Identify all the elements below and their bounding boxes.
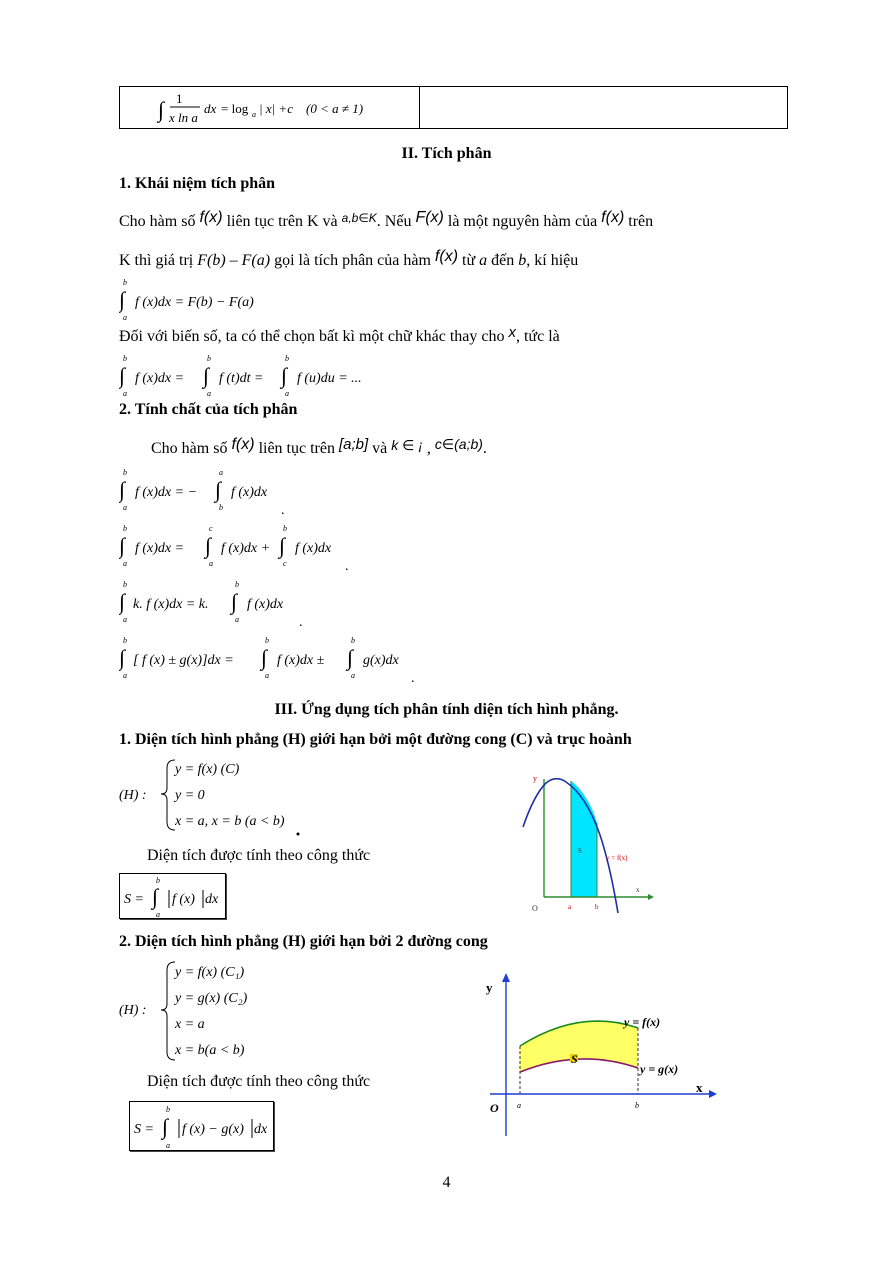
svg-text:a: a [219, 468, 223, 477]
x-axis-label: x [636, 886, 640, 894]
section-title-2: II. Tích phân [401, 145, 492, 162]
svg-text:= log: = log [221, 101, 249, 116]
svg-text:∫: ∫ [119, 363, 126, 388]
svg-text:f (x)dx ±: f (x)dx ± [277, 653, 325, 668]
svg-text:a: a [351, 671, 355, 680]
area-label: S [571, 1052, 578, 1066]
subsection-title-concept: 1. Khái niệm tích phân [119, 175, 276, 192]
svg-text:∫: ∫ [203, 363, 210, 388]
svg-text:∫: ∫ [279, 533, 286, 558]
property-constant-factor [119, 578, 319, 630]
svg-text:dx: dx [204, 101, 217, 116]
curve-g-label: y = g(x) [640, 1062, 679, 1076]
y-axis-label: y [533, 774, 537, 783]
svg-text:f (x)dx = F(b) − F(a): f (x)dx = F(b) − F(a) [135, 295, 254, 310]
paragraph-variable: Đối với biến số, ta có thể chọn bất kì một chữ khác thay cho x, tức là [119, 324, 560, 345]
svg-text:∫: ∫ [215, 477, 222, 502]
svg-text:∫: ∫ [119, 645, 126, 670]
svg-text:f (t)dt =: f (t)dt = [219, 371, 264, 386]
svg-text:a: a [123, 503, 127, 512]
svg-text:b: b [219, 503, 223, 512]
svg-text:dx: dx [205, 892, 219, 907]
origin-label: O [490, 1101, 499, 1115]
section-title-3: III. Ứng dụng tích phân tính diện tích hình phẳng. [274, 701, 619, 718]
property-reverse-limits [119, 466, 399, 518]
svg-text:a: a [123, 389, 127, 398]
svg-text:c: c [283, 559, 287, 568]
x-axis-arrow [648, 894, 654, 900]
log-integral-formula [120, 87, 420, 130]
svg-text:f (x) − g(x): f (x) − g(x) [182, 1122, 244, 1137]
svg-text:b: b [283, 524, 287, 533]
svg-text:b: b [123, 354, 127, 363]
svg-text:x = a, x = b (a < b): x = a, x = b (a < b) [175, 814, 285, 829]
svg-text:k. f (x)dx = k.: k. f (x)dx = k. [133, 597, 209, 612]
svg-text:∫: ∫ [231, 589, 238, 614]
b-label: b [635, 1101, 639, 1110]
svg-text:| x| +c: | x| +c [259, 101, 293, 116]
b-label: b [595, 903, 599, 911]
svg-text:a: a [265, 671, 269, 680]
subsection-title-area-one-curve: 1. Diện tích hình phẳng (H) giới hạn bởi một đường cong (C) và trục hoành [119, 731, 632, 748]
area-label: S [578, 847, 582, 855]
shaded-area-between [520, 1021, 638, 1072]
svg-text:(H) :: (H) : [119, 788, 147, 803]
svg-text:.: . [411, 671, 415, 686]
page-number: 4 [442, 1174, 451, 1191]
svg-text:y = f(x) (C): y = f(x) (C) [175, 762, 240, 777]
figure-area-two-curves [480, 968, 725, 1140]
x-axis-arrow [709, 1090, 717, 1098]
svg-text:b: b [166, 1105, 170, 1114]
svg-text:x = a: x = a [175, 1017, 205, 1032]
svg-text:∫: ∫ [119, 533, 126, 558]
formula-variable-change [119, 352, 419, 400]
svg-text:∫: ∫ [119, 287, 126, 312]
svg-text:∫: ∫ [261, 645, 268, 670]
svg-text:(0 < a ≠ 1): (0 < a ≠ 1) [306, 101, 364, 116]
svg-text:b: b [285, 354, 289, 363]
svg-text:x = b(a < b): x = b(a < b) [175, 1043, 245, 1058]
property-additivity [119, 522, 379, 574]
svg-text:∫: ∫ [205, 533, 212, 558]
svg-text:b: b [156, 876, 160, 885]
svg-text:a: a [209, 559, 213, 568]
area-formula-intro-1: Diện tích được tính theo công thức [147, 847, 371, 864]
area-formula-1 [120, 874, 227, 920]
empty-cell [420, 87, 787, 128]
svg-text:f (x)dx = −: f (x)dx = − [135, 485, 198, 500]
svg-text:b: b [123, 636, 127, 645]
svg-text:y = 0: y = 0 [175, 788, 205, 803]
area-formula-box-2 [129, 1101, 274, 1151]
svg-text:c: c [209, 524, 213, 533]
svg-text:.: . [345, 559, 349, 574]
svg-text:∫: ∫ [152, 884, 159, 909]
svg-text:a: a [166, 1141, 170, 1150]
svg-text:y = f(x) (C₁): y = f(x) (C₁) [175, 965, 245, 980]
system-h1 [119, 752, 339, 836]
svg-text:f (x)dx +: f (x)dx + [221, 541, 271, 556]
shaded-area [571, 781, 597, 897]
area-formula-intro-2: Diện tích được tính theo công thức [147, 1073, 371, 1090]
svg-text:a: a [156, 910, 160, 919]
formula-cell [120, 87, 420, 128]
paragraph-properties-intro: Cho hàm số f(x) liên tục trên [a;b] và k ∈ ¡ , c∈(a;b). [151, 436, 487, 457]
svg-text:a: a [207, 389, 211, 398]
area-formula-2 [130, 1102, 275, 1152]
paragraph-definition-2: K thì giá trị F(b) – F(a) gọi là tích phân của hàm f(x) từ a đến b, kí hiệu [119, 248, 579, 269]
svg-text:y = g(x) (C₂): y = g(x) (C₂) [175, 991, 248, 1006]
origin-label: O [532, 904, 538, 913]
svg-text:∫: ∫ [119, 589, 126, 614]
svg-text:S =: S = [134, 1122, 154, 1137]
curve-label: y = f(x) [606, 854, 628, 862]
subsection-title-properties: 2. Tính chất của tích phân [119, 401, 298, 418]
svg-text:a: a [235, 615, 239, 624]
formula-definition [119, 276, 379, 324]
a-label: a [568, 903, 572, 911]
svg-text:b: b [123, 524, 127, 533]
svg-text:1: 1 [176, 91, 183, 106]
svg-text:b: b [351, 636, 355, 645]
svg-text:a: a [123, 615, 127, 624]
svg-text:.: . [281, 503, 285, 518]
property-sum-difference [119, 634, 439, 686]
svg-text:b: b [235, 580, 239, 589]
svg-text:∫: ∫ [347, 645, 354, 670]
svg-text:f (x)dx =: f (x)dx = [135, 371, 185, 386]
svg-text:.: . [299, 615, 303, 630]
system-h2 [119, 956, 339, 1066]
svg-text:a: a [252, 110, 256, 119]
svg-text:f (x)dx: f (x)dx [247, 597, 284, 612]
area-formula-box-1 [119, 873, 226, 919]
a-label: a [517, 1101, 521, 1110]
svg-text:(H) :: (H) : [119, 1003, 147, 1018]
svg-text:a: a [285, 389, 289, 398]
svg-text:∫: ∫ [119, 477, 126, 502]
formula-table-row [119, 86, 788, 129]
svg-text:∫: ∫ [158, 97, 165, 122]
svg-text:b: b [207, 354, 211, 363]
y-axis-label: y [486, 980, 493, 995]
svg-text:x ln a: x ln a [169, 110, 198, 125]
curve-f-label: y = f(x) [624, 1015, 661, 1029]
svg-text:a: a [123, 671, 127, 680]
svg-text:f (x): f (x) [172, 892, 195, 907]
svg-text:a: a [123, 559, 127, 568]
figure-area-one-curve [520, 765, 660, 915]
svg-text:f (x)dx: f (x)dx [231, 485, 268, 500]
subsection-title-area-two-curves: 2. Diện tích hình phẳng (H) giới hạn bởi 2 đường cong [119, 933, 488, 950]
svg-text:f (x)dx =: f (x)dx = [135, 541, 185, 556]
svg-text:b: b [123, 468, 127, 477]
svg-text:∫: ∫ [281, 363, 288, 388]
y-axis-arrow [502, 973, 510, 982]
svg-text:f (x)dx: f (x)dx [295, 541, 332, 556]
svg-text:S =: S = [124, 892, 144, 907]
svg-text:b: b [265, 636, 269, 645]
svg-text:b: b [123, 580, 127, 589]
svg-text:a: a [123, 313, 127, 322]
svg-text:f (u)du = ...: f (u)du = ... [297, 371, 362, 386]
svg-text:[ f (x) ± g(x)]dx =: [ f (x) ± g(x)]dx = [133, 653, 234, 668]
svg-text:g(x)dx: g(x)dx [363, 653, 399, 668]
paragraph-definition-1: Cho hàm số f(x) liên tục trên K và $^{a,b\in K}$. Nếu F(x) là một nguyên hàm của f(x) trên [119, 209, 654, 230]
svg-text:b: b [123, 278, 127, 287]
svg-text:∫: ∫ [162, 1114, 169, 1139]
svg-text:dx: dx [254, 1122, 268, 1137]
x-axis-label: x [696, 1080, 703, 1095]
